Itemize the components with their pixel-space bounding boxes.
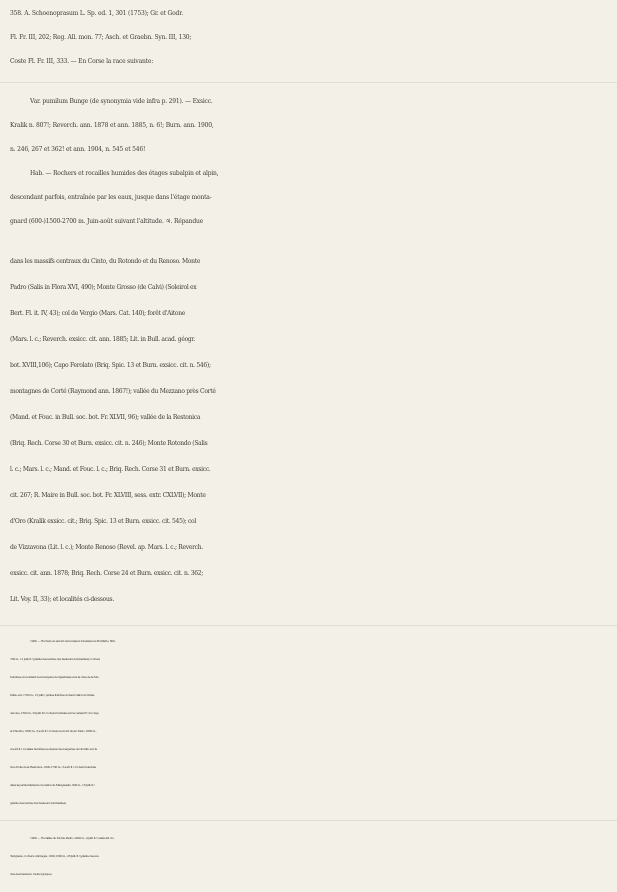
year-entry-line: 1908. — Rocailles du Monte Padro, 2000 m., 4 juill. fl.!; vallée inf. du: [30, 836, 114, 840]
text-line: Bert. Fl. it. IV, 43); col de Vergio (Mars. Cat. 140); forêt d'Aitone: [10, 310, 186, 317]
text-line: bot. XVIII,106); Capo Ferolato (Briq. Spic. 13 et Burn. exsicc. cit. n. 546);: [10, 362, 211, 369]
text-line: gnard (600-)1500-2700 m. Juin-août suivant l'altitude. ♃. Répandue: [10, 218, 203, 225]
text-line: (Briq. Rech. Corse 30 et Burn. exsicc. cit. n. 246); Monte Rotondo (Salis: [10, 440, 208, 447]
text-line: d'Oro (Kralik exsicc. cit.; Briq. Spic. 13 et Burn. exsicc. cit. 545); col: [10, 518, 196, 525]
divider: [0, 625, 617, 626]
year-entry-line: 1906. — Rochers en amont de la maison forestière de Bonifatto, 600-: [30, 639, 116, 643]
text-line: de Vizzavona (Lit. l. c.); Monte Renoso (Revel. ap. Mars. l. c.; Reverch.: [10, 544, 203, 551]
text-line: (plante descendue des hauteurs dominantes).: [10, 801, 67, 805]
divider: [0, 82, 617, 83]
text-line: (Mars. l. c.; Reverch. exsicc. cit. ann. 1885; Lit. in Bull. acad. géogr.: [10, 336, 195, 343]
text-line: cit. 267; R. Maire in Bull. soc. bot. Fr. XLVIII, sess. extr. CXLVII); Monte: [10, 492, 206, 499]
text-line: ciacone, 1600 m., 29 juill. fl.!; rochers humides sur le versant E. du Capo: [10, 711, 99, 715]
text-line: montagnes de Corté (Raymond ann. 1867!); vallée du Mezzano près Corté: [10, 388, 216, 395]
species-heading-line: 358. A. Schoenoprasum L. Sp. ed. 1, 301 (1753); Gr. et Godr.: [10, 10, 183, 17]
text-line: Lit. Voy. II, 33); et localités ci-dessous.: [10, 596, 114, 603]
text-line: Fl. Fr. III, 202; Reg. All. mon. 77; Asch. et Graebn. Syn. III, 130;: [10, 34, 192, 41]
text-line: 4 août fl.!; rocailles humides au-dessus des bergeries de Grotello sur la: [10, 747, 97, 751]
text-line: dans les massifs centraux du Cinto, du Rotondo et du Renoso. Monte: [10, 258, 201, 265]
text-line: humides en montant de la bergerie de Spasimata vers la cime de la Mu-: [10, 675, 99, 679]
text-line: Tavignano, rochers ombragés, 1200-1300 m., 28 juill. fl.! (plante descen-: [10, 854, 99, 858]
text-line: dans la partie inférieure du vallon de Manganello, 900 m., 18 juill. fl.!: [10, 783, 95, 787]
text-line: frella, env. 1700 m., 12 juill.!; pentes fraîches du haut vallon de Stran-: [10, 693, 95, 697]
variety-heading-line: Var. pumilum Bunge (de synonymia vide infra p. 291). — Exsicc.: [30, 98, 213, 105]
text-line: Kralik n. 807!; Reverch. ann. 1878 et ann. 1885, n. 6!; Burn. ann. 1900,: [10, 122, 214, 129]
text-line: 700 m., 11 juill. fl.! (plante descendue des hauteurs dominantes); rochers: [10, 657, 100, 661]
text-line: (Mand. et Fouc. in Bull. soc. bot. Fr. XLVII, 96); vallée de la Restonica: [10, 414, 201, 421]
text-line: descendant parfois, entraînée par les eaux, jusque dans l'étage monta-: [10, 194, 212, 201]
text-line: Coste Fl. Fr. III, 333. — En Corse la race suivante:: [10, 58, 154, 65]
text-line: due des hauteurs, moins typique).: [10, 872, 52, 876]
text-line: exsicc. cit. ann. 1878; Briq. Rech. Corse 24 et Burn. exsicc. cit. n. 362;: [10, 570, 204, 577]
habitat-line: Hab. — Rochers et rocailles humides des étages subalpin et alpin,: [30, 170, 219, 177]
divider: [0, 820, 617, 821]
text-line: al Chiostro, 1800 m., 3 août fl.!; rochers au bord du lac Melo, 1800 m.,: [10, 729, 97, 733]
text-line: rive droite de la Restonica, 1600-1700 m., 3 août fl.!; rochers humides: [10, 765, 96, 769]
text-line: n. 246, 267 et 362! et ann. 1904, n. 545 et 546!: [10, 146, 146, 153]
text-line: Padro (Salis in Flora XVI, 490); Monte Grosso (de Calvi) (Soleirol ex: [10, 284, 197, 291]
text-line: l. c.; Mars. l. c.; Mand. et Fouc. l. c.; Briq. Rech. Corse 31 et Burn. exsicc.: [10, 466, 211, 473]
